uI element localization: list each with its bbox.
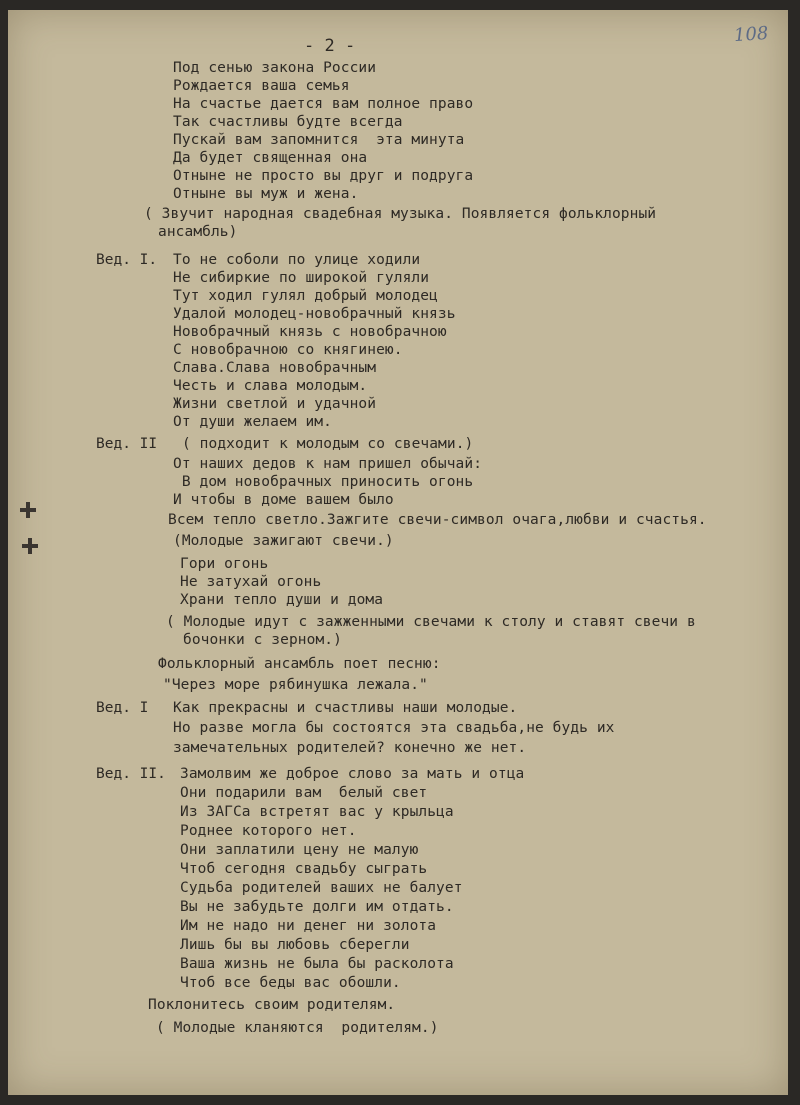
text-line: Чтоб все беды вас обошли.	[180, 975, 401, 991]
speaker-label: Вед. I.	[96, 252, 158, 268]
text-line: Они подарили вам белый свет	[180, 785, 428, 801]
margin-mark	[20, 508, 36, 512]
text-line: Как прекрасны и счастливы наши молодые.	[173, 700, 518, 716]
stage-direction: ( Молодые кланяются родителям.)	[156, 1020, 439, 1036]
margin-mark	[22, 544, 38, 548]
text-line: Под сенью закона России	[173, 60, 377, 76]
text-line: Судьба родителей ваших не балует	[180, 880, 463, 896]
text-line: Так счастливы будте всегда	[173, 114, 403, 130]
text-line: Тут ходил гулял добрый молодец	[173, 288, 438, 304]
text-line: В дом новобрачных приносить огонь	[173, 474, 474, 490]
text-line: Ваша жизнь не была бы расколота	[180, 956, 454, 972]
song-title: "Через море рябинушка лежала."	[163, 677, 428, 693]
text-line: замечательных родителей? конечно же нет.	[173, 740, 527, 756]
text-line: Лишь бы вы любовь сберегли	[180, 937, 410, 953]
text-line: Пускай вам запомнится эта минута	[173, 132, 465, 148]
text-line: Слава.Слава новобрачным	[173, 360, 377, 376]
text-line: Отныне не просто вы друг и подруга	[173, 168, 474, 184]
text-line: Жизни светлой и удачной	[173, 396, 377, 412]
speaker-label: Вед. I	[96, 700, 149, 716]
speaker-label: Вед. II.	[96, 766, 166, 782]
text-line: Но разве могла бы состоятся эта свадьба,не будь их	[173, 720, 615, 736]
text-line: Да будет священная она	[173, 150, 368, 166]
text-line: Всем тепло светло.Зажгите свечи-символ очага,любви и счастья.	[168, 512, 707, 528]
page-number: - 2 -	[304, 36, 356, 56]
text-line: Отныне вы муж и жена.	[173, 186, 359, 202]
text-line: То не соболи по улице ходили	[173, 252, 421, 268]
text-line: Рождается ваша семья	[173, 78, 350, 94]
stage-direction: ( Молодые идут с зажженными свечами к столу и ставят свечи в	[166, 614, 696, 630]
archive-page-number: 108	[733, 22, 770, 47]
text-line: От наших дедов к нам пришел обычай:	[173, 456, 483, 472]
text-line: Чтоб сегодня свадьбу сыграть	[180, 861, 428, 877]
stage-direction: ансамбль)	[158, 224, 238, 240]
text-line: На счастье дается вам полное право	[173, 96, 474, 112]
stage-direction: (Молодые зажигают свечи.)	[173, 533, 394, 549]
text-line: Гори огонь	[180, 556, 269, 572]
text-line: Им не надо ни денег ни золота	[180, 918, 437, 934]
text-line: Новобрачный князь с новобрачною	[173, 324, 447, 340]
text-line: От души желаем им.	[173, 414, 332, 430]
stage-direction: ( Звучит народная свадебная музыка. Появляется фольклорный	[144, 206, 657, 222]
text-line: Вы не забудьте долги им отдать.	[180, 899, 454, 915]
text-line: Храни тепло души и дома	[180, 592, 384, 608]
text-line: Не затухай огонь	[180, 574, 322, 590]
speaker-label: Вед. II	[96, 436, 158, 452]
text-line: Из ЗАГСа встретят вас у крыльца	[180, 804, 454, 820]
text-line: Они заплатили цену не малую	[180, 842, 419, 858]
text-line: Замолвим же доброе слово за мать и отца	[180, 766, 525, 782]
text-line: С новобрачною со княгинею.	[173, 342, 403, 358]
text-line: Поклонитесь своим родителям.	[148, 997, 396, 1013]
text-line: Удалой молодец-новобрачный князь	[173, 306, 456, 322]
text-line: Роднее которого нет.	[180, 823, 357, 839]
text-line: Фольклорный ансамбль поет песню:	[158, 656, 441, 672]
stage-direction: бочонки с зерном.)	[183, 632, 342, 648]
text-line: Не сибиркие по широкой гуляли	[173, 270, 430, 286]
stage-direction: ( подходит к молодым со свечами.)	[182, 436, 474, 452]
text-line: Честь и слава молодым.	[173, 378, 368, 394]
document-page	[8, 10, 788, 1095]
text-line: И чтобы в доме вашем было	[173, 492, 394, 508]
